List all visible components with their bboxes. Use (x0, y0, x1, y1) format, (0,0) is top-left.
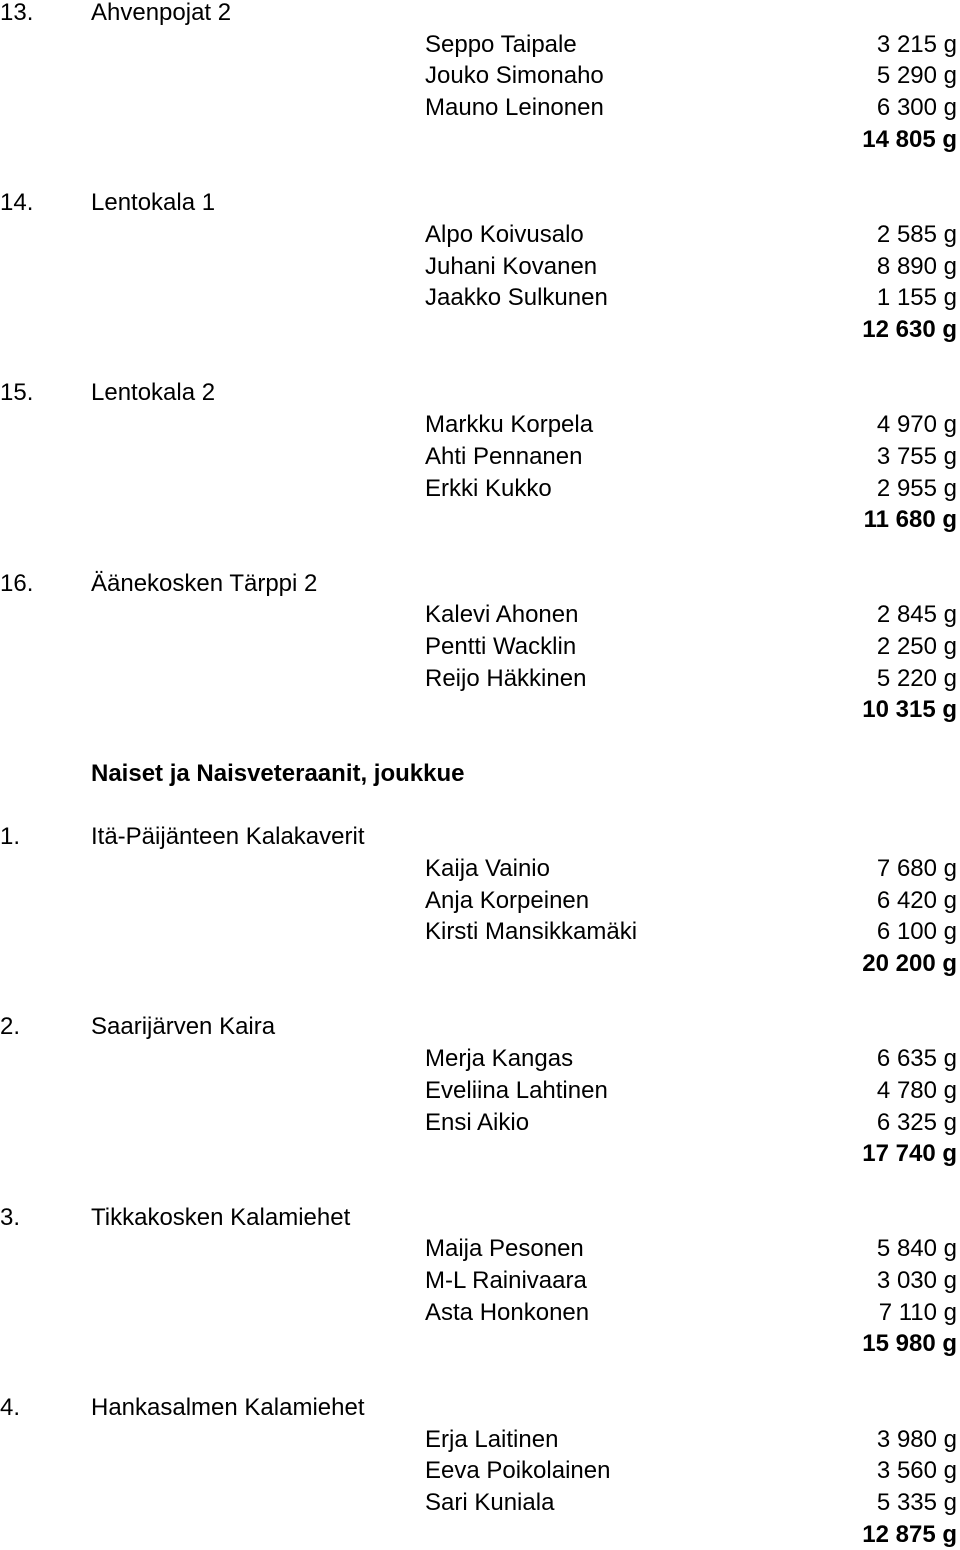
member-row (0, 599, 960, 630)
team-total-row (0, 124, 960, 155)
member-weight: 2 955 g (876, 474, 957, 502)
member-row (0, 409, 960, 440)
team-total-row (0, 504, 960, 535)
member-name: Kaija Vainio (425, 854, 550, 882)
member-name: Markku Korpela (425, 411, 594, 439)
member-weight: 6 100 g (876, 918, 957, 946)
member-name: Sari Kuniala (425, 1488, 555, 1516)
member-name: Ahti Pennanen (425, 442, 583, 470)
team-name: Lentokala 2 (91, 379, 216, 407)
team-name: Äänekosken Tärppi 2 (91, 569, 318, 597)
team-total-weight: 10 315 g (862, 696, 957, 724)
member-weight: 5 220 g (876, 664, 957, 692)
member-row (0, 441, 960, 472)
member-name: Asta Honkonen (425, 1298, 590, 1326)
member-row (0, 219, 960, 250)
member-name: Eeva Poikolainen (425, 1457, 611, 1485)
member-weight: 2 845 g (876, 601, 957, 629)
member-weight: 5 840 g (876, 1235, 957, 1263)
team-name: Saarijärven Kaira (91, 1013, 276, 1041)
team-row (0, 1202, 960, 1233)
member-weight: 2 250 g (876, 633, 957, 660)
member-weight: 7 110 g (878, 1298, 957, 1326)
team-total-row (0, 1138, 960, 1169)
team-total-weight: 12 875 g (862, 1520, 957, 1548)
member-name: Juhani Kovanen (425, 252, 598, 280)
member-row (0, 1265, 960, 1296)
member-row (0, 1455, 960, 1486)
member-name: Jaakko Sulkunen (425, 284, 608, 312)
team-total-weight: 11 680 g (863, 506, 957, 534)
member-weight: 7 680 g (876, 854, 957, 882)
team-total-row (0, 1328, 960, 1359)
member-row (0, 60, 960, 91)
member-name: Maija Pesonen (425, 1235, 584, 1263)
team-row (0, 821, 960, 852)
member-row (0, 1487, 960, 1518)
member-row (0, 92, 960, 123)
member-weight: 5 290 g (876, 62, 957, 90)
team-rank: 16. (0, 569, 34, 597)
member-name: Jouko Simonaho (425, 62, 604, 90)
member-weight: 1 155 g (876, 284, 957, 312)
section-heading: Naiset ja Naisveteraanit, joukkue (91, 759, 465, 787)
member-weight: 6 325 g (876, 1108, 957, 1136)
member-name: Alpo Koivusalo (425, 220, 584, 248)
team-total-row (0, 1519, 960, 1550)
member-row (0, 853, 960, 884)
member-row (0, 1424, 960, 1455)
member-row (0, 1107, 960, 1138)
member-row (0, 1233, 960, 1264)
member-weight: 5 335 g (876, 1488, 957, 1516)
team-rank: 1. (0, 823, 21, 851)
member-row (0, 916, 960, 947)
member-name: Erja Laitinen (425, 1425, 559, 1453)
member-name: M-L Rainivaara (425, 1267, 587, 1294)
team-total-row (0, 948, 960, 979)
member-name: Merja Kangas (425, 1045, 574, 1073)
member-weight: 4 780 g (876, 1076, 957, 1104)
member-name: Kalevi Ahonen (425, 601, 579, 629)
team-total-weight: 20 200 g (862, 950, 957, 977)
team-row (0, 0, 960, 28)
member-weight: 2 585 g (876, 220, 957, 248)
member-name: Erkki Kukko (425, 474, 552, 502)
team-name: Itä-Päijänteen Kalakaverit (91, 823, 365, 851)
team-rank: 14. (0, 189, 34, 217)
member-row (0, 1075, 960, 1106)
team-rank: 2. (0, 1013, 21, 1041)
team-rank: 15. (0, 379, 34, 407)
member-name: Pentti Wacklin (425, 633, 577, 660)
member-row (0, 473, 960, 504)
member-name: Anja Korpeinen (425, 886, 590, 914)
member-row (0, 282, 960, 313)
team-row (0, 1392, 960, 1423)
team-name: Ahvenpojat 2 (91, 0, 232, 26)
team-total-weight: 12 630 g (862, 316, 957, 343)
member-weight: 4 970 g (876, 411, 957, 439)
member-weight: 3 755 g (876, 442, 957, 470)
member-weight: 3 980 g (876, 1425, 957, 1453)
team-total-weight: 14 805 g (862, 125, 957, 153)
member-weight: 6 420 g (876, 886, 957, 914)
member-name: Eveliina Lahtinen (425, 1076, 608, 1104)
team-name: Lentokala 1 (91, 189, 216, 217)
member-name: Ensi Aikio (425, 1108, 530, 1136)
member-row (0, 29, 960, 60)
member-weight: 6 300 g (876, 94, 957, 122)
member-weight: 6 635 g (876, 1045, 957, 1073)
team-row (0, 187, 960, 218)
team-total-weight: 17 740 g (862, 1140, 957, 1168)
member-name: Kirsti Mansikkamäki (425, 918, 638, 946)
team-row (0, 1011, 960, 1042)
team-rank: 3. (0, 1203, 21, 1231)
team-total-weight: 15 980 g (862, 1330, 957, 1358)
member-name: Reijo Häkkinen (425, 664, 587, 692)
team-total-row (0, 694, 960, 725)
team-row (0, 377, 960, 408)
member-row (0, 1297, 960, 1328)
member-weight: 8 890 g (876, 252, 957, 280)
member-row (0, 251, 960, 282)
member-row (0, 1043, 960, 1074)
member-name: Mauno Leinonen (425, 94, 604, 122)
team-rank: 4. (0, 1393, 21, 1421)
team-rank: 13. (0, 0, 34, 26)
member-row (0, 663, 960, 694)
member-weight: 3 030 g (876, 1267, 957, 1294)
member-weight: 3 215 g (876, 30, 957, 58)
member-weight: 3 560 g (876, 1457, 957, 1485)
member-row (0, 885, 960, 916)
team-name: Tikkakosken Kalamiehet (91, 1203, 351, 1231)
section-heading-row (0, 758, 960, 789)
member-row (0, 631, 960, 662)
team-row (0, 568, 960, 599)
member-name: Seppo Taipale (425, 30, 577, 58)
team-total-row (0, 314, 960, 345)
team-name: Hankasalmen Kalamiehet (91, 1393, 365, 1421)
